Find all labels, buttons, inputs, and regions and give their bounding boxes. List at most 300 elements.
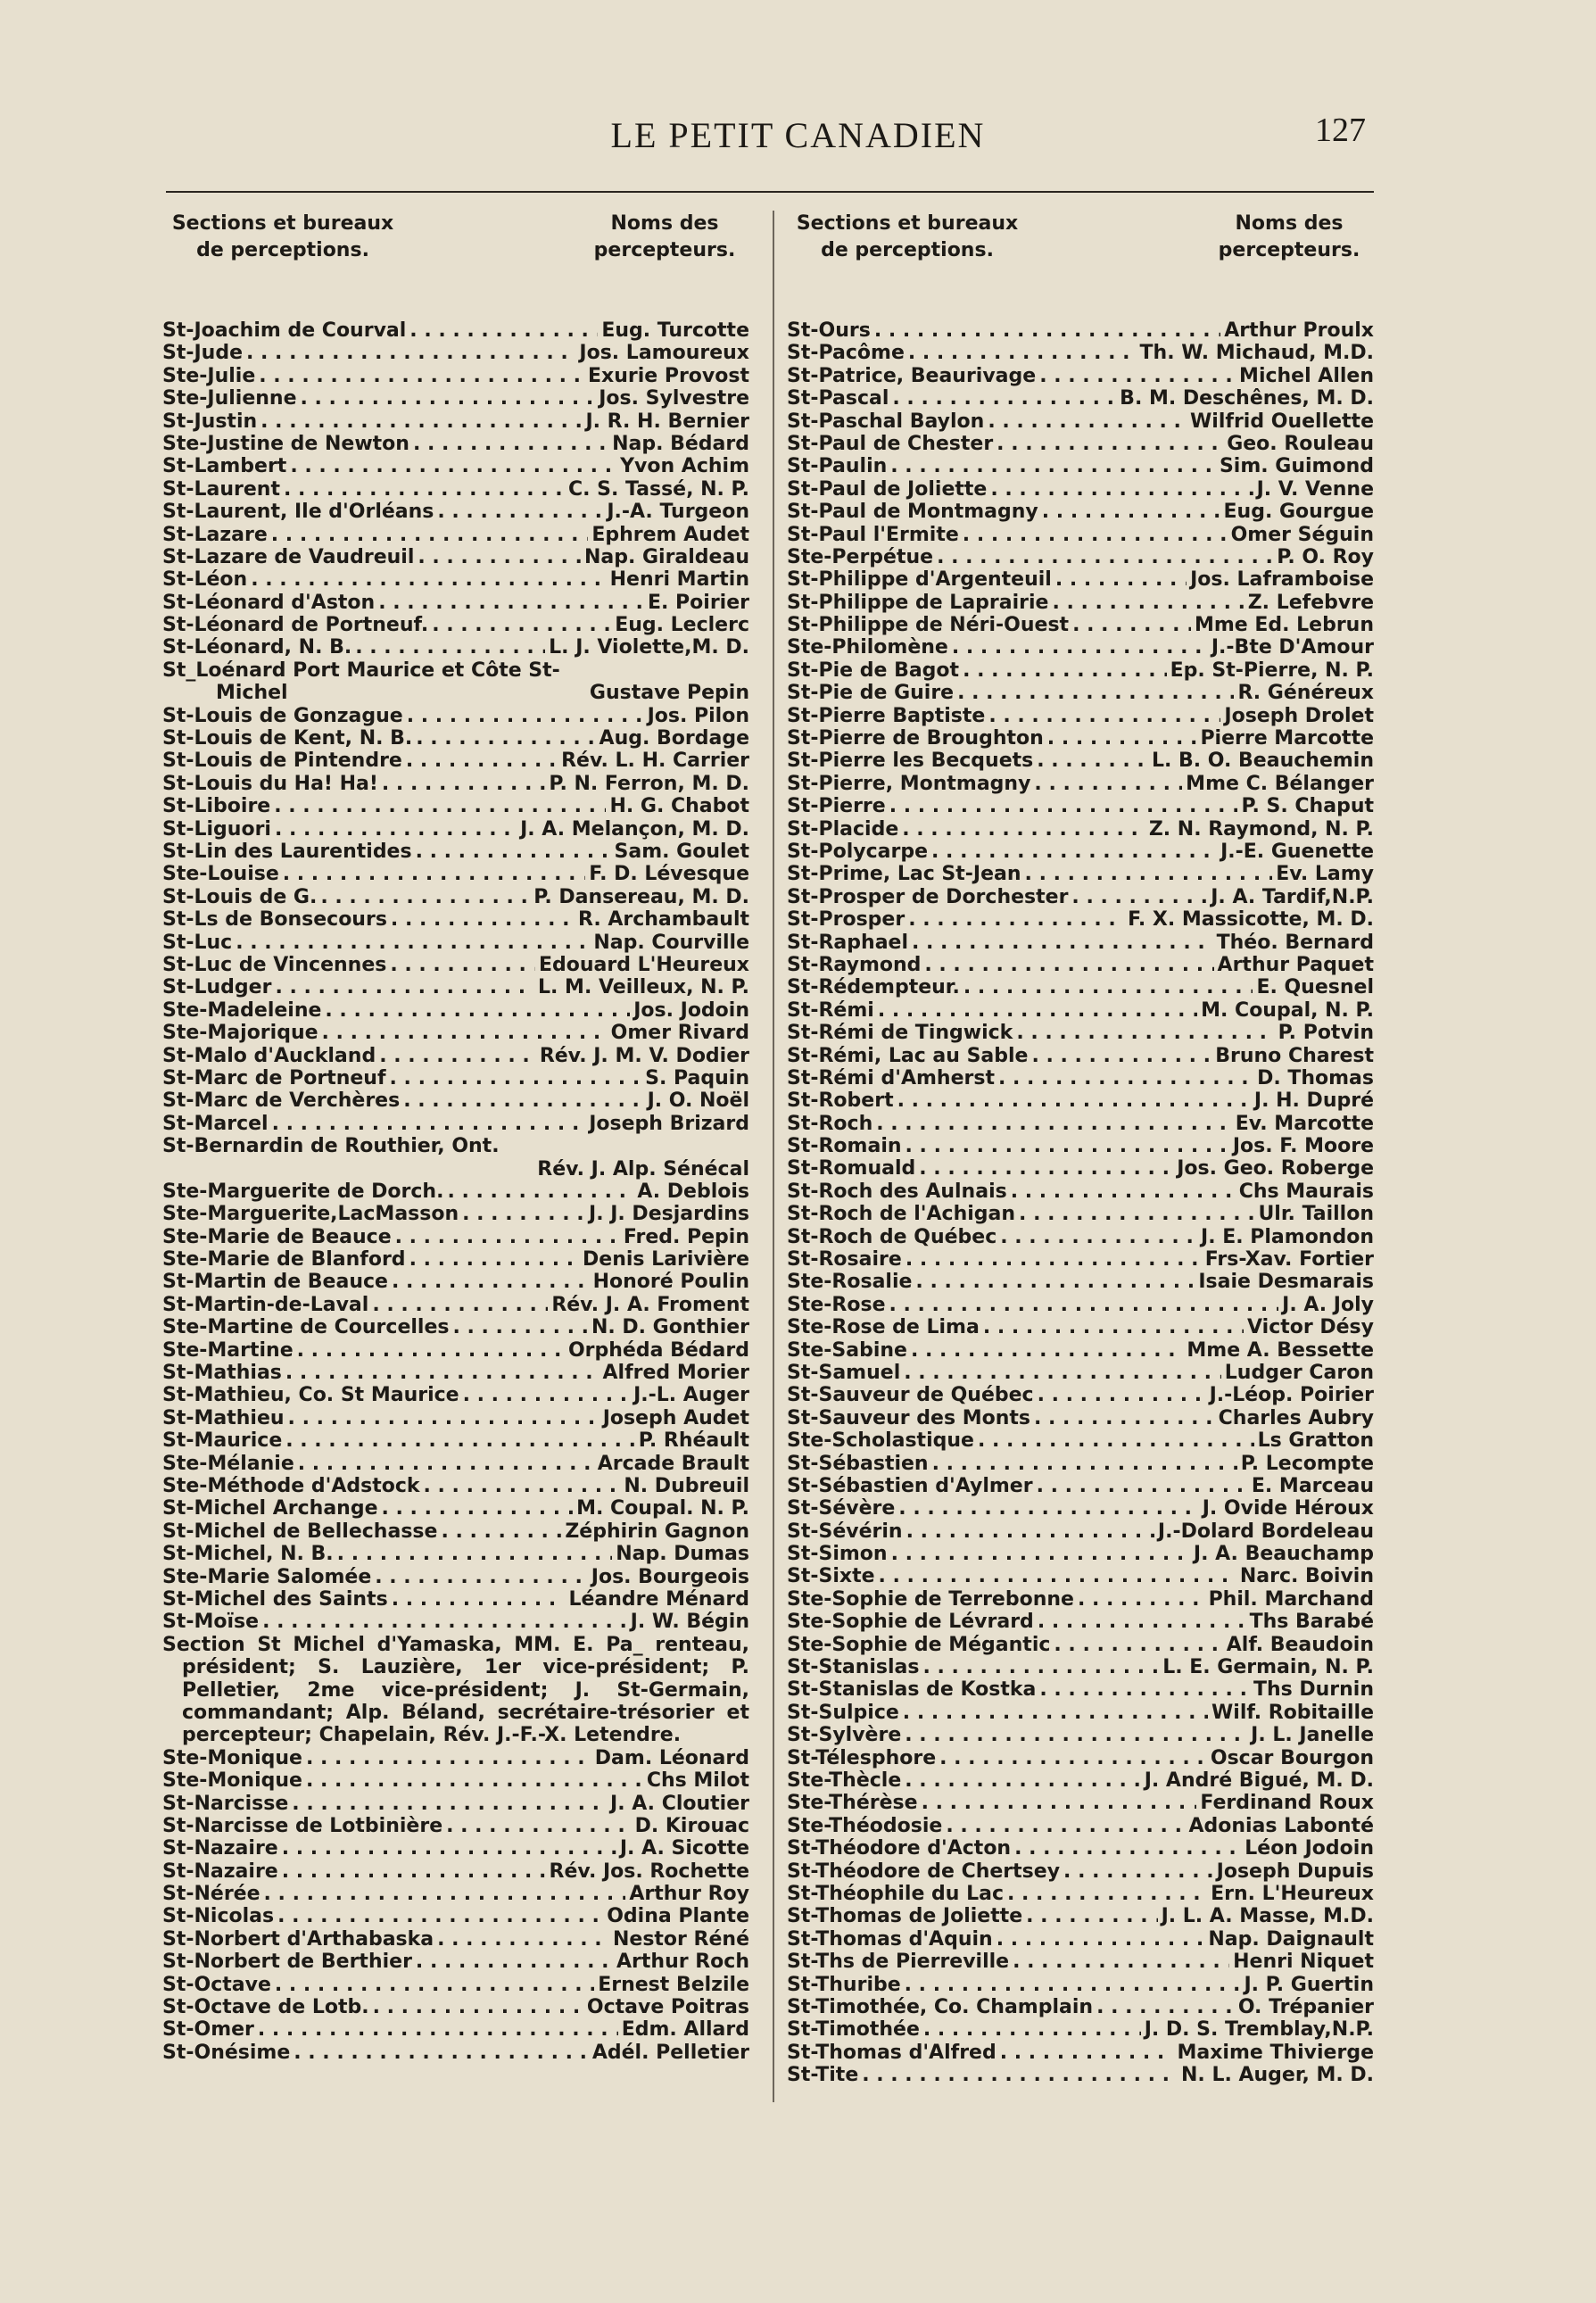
collector-name: Ths Durnin: [1253, 1678, 1374, 1702]
dot-leader: [908, 342, 1137, 364]
dot-leader: [946, 1815, 1185, 1837]
directory-entry: [787, 659, 1374, 682]
directory-entry: [162, 1974, 749, 1996]
section-place: St-Pierre: [787, 795, 886, 818]
dot-leader: [1072, 614, 1191, 636]
collector-name: J. O. Noël: [647, 1089, 749, 1113]
section-place: Ste-Majorique: [162, 1022, 318, 1045]
dot-leader: [298, 1453, 594, 1475]
directory-entry: [162, 863, 749, 885]
collector-name: O. Trépanier: [1237, 1995, 1374, 2018]
directory-entry: [787, 1113, 1374, 1135]
directory-entry: [787, 705, 1374, 727]
dot-leader: [274, 795, 606, 817]
directory-entry: [787, 1543, 1374, 1565]
column-divider: [773, 211, 774, 2102]
dot-leader: [957, 682, 1234, 704]
dot-leader: [452, 1316, 588, 1338]
dot-leader: [1037, 1475, 1248, 1497]
dot-leader: [1016, 1022, 1274, 1044]
dot-leader: [923, 2018, 1141, 2041]
collector-name: Jos. Lamoureux: [579, 342, 749, 365]
dot-leader: [1031, 1045, 1211, 1067]
section-place: Ste-Madeleine: [162, 998, 322, 1022]
section-place: St-Rémi: [787, 998, 874, 1022]
section-place: St-Nazaire: [162, 1837, 278, 1860]
dot-leader: [1034, 773, 1182, 795]
section-place: St-Octave de Lotb.: [162, 1996, 369, 2019]
dot-leader: [1042, 501, 1220, 523]
dot-leader: [1039, 1678, 1250, 1701]
dot-leader: [378, 592, 644, 614]
collector-name: H. G. Chabot: [609, 795, 749, 818]
section-place: St-Raymond: [787, 953, 922, 976]
dot-leader: [264, 1883, 626, 1905]
directory-entry: [162, 1837, 749, 1860]
dot-leader: [996, 1928, 1205, 1951]
dot-leader: [874, 319, 1220, 342]
dot-leader: [889, 1294, 1278, 1316]
dot-leader: [1055, 568, 1187, 591]
collector-name: N. L. Auger, M. D.: [1181, 2064, 1374, 2087]
dot-leader: [283, 863, 586, 885]
directory-entry: [787, 1724, 1374, 1746]
dot-leader: [892, 387, 1116, 410]
dot-leader: [409, 1248, 579, 1271]
collector-name: Ulr. Taillon: [1258, 1203, 1374, 1226]
collector-name: J. J. Desjardins: [589, 1203, 749, 1226]
collector-name: Exurie Provost: [587, 364, 749, 387]
section-place: St-Sébastien: [787, 1452, 929, 1475]
collector-name: J. André Bigué, M. D.: [1144, 1769, 1374, 1792]
dot-leader: [416, 841, 611, 863]
section-place: St-Luc de Vincennes: [162, 953, 387, 976]
dot-leader: [1071, 886, 1207, 908]
collector-name: Victor Désy: [1247, 1316, 1374, 1339]
collector-name: J. L. Janelle: [1251, 1724, 1374, 1747]
collector-name: Alfred Morier: [602, 1362, 749, 1385]
section-place: St-Philippe d'Argenteuil: [787, 568, 1052, 592]
collector-name: Octave Poitras: [586, 1996, 749, 2019]
collector-name: Frs-Xav. Fortier: [1204, 1248, 1374, 1272]
section-place: St-Patrice, Beaurivage: [787, 364, 1037, 387]
section-place: St-Norbert de Berthier: [162, 1951, 412, 1974]
collector-name: Maxime Thivierge: [1177, 2041, 1374, 2064]
section-place: St-Roch des Aulnais: [787, 1180, 1007, 1203]
heading-names: Noms des percepteurs.: [1218, 212, 1360, 261]
directory-entry: [162, 1362, 749, 1384]
dot-leader: [1011, 1180, 1236, 1203]
collector-name: Henri Martin: [609, 568, 749, 592]
collector-name: Wilfrid Ouellette: [1190, 410, 1374, 433]
dot-leader: [355, 636, 545, 659]
section-place: Ste-Perpétue: [787, 545, 934, 568]
dot-leader: [952, 636, 1208, 659]
dot-leader: [1038, 1611, 1246, 1633]
directory-entry: [162, 387, 749, 410]
dot-leader: [372, 1294, 548, 1316]
collector-name: P. S. Chaput: [1241, 795, 1374, 818]
directory-entry: [162, 1089, 749, 1112]
section-place: Ste-Rose de Lima: [787, 1316, 980, 1339]
dot-leader: [1000, 2042, 1174, 2064]
directory-entry: [162, 1271, 749, 1293]
section-place: St-Sauveur de Québec: [787, 1384, 1034, 1407]
directory-entry: [162, 433, 749, 455]
header-rule: [166, 191, 1374, 193]
section-place: St-Liguori: [162, 817, 271, 841]
section-place: St-Narcisse: [162, 1792, 289, 1815]
dot-leader: [988, 410, 1187, 433]
directory-entry: [787, 1226, 1374, 1248]
directory-entry: [162, 478, 749, 501]
section-place: St-Nérée: [162, 1883, 260, 1906]
section-place: St-Paschal Baylon: [787, 410, 985, 433]
directory-entry: [162, 1475, 749, 1497]
dot-leader: [963, 524, 1228, 546]
section-place: Ste-Marie Salomée: [162, 1565, 372, 1588]
dot-leader: [437, 501, 603, 523]
dot-leader: [413, 433, 608, 455]
directory-entry: [787, 976, 1374, 998]
directory-entry: [162, 592, 749, 614]
directory-entry: [162, 568, 749, 591]
directory-entry: [787, 365, 1374, 387]
directory-entry: [787, 1407, 1374, 1429]
collector-name: Joseph Dupuis: [1216, 1860, 1374, 1883]
dot-leader: [437, 1928, 609, 1951]
dot-leader: [251, 568, 606, 591]
section-place: St-Rémi, Lac au Sable: [787, 1044, 1029, 1067]
section-place: St-Pie de Guire: [787, 682, 955, 705]
section-place: Ste-Sophie de Mégantic: [787, 1633, 1051, 1656]
dot-leader: [908, 908, 1124, 931]
collector-name: P. Potvin: [1278, 1022, 1374, 1045]
collector-name: Jos. Jodoin: [633, 998, 749, 1022]
directory-entry: [787, 886, 1374, 908]
directory-entry: [162, 2018, 749, 2041]
directory-entry: [787, 1497, 1374, 1520]
directory-entry: [787, 1294, 1374, 1316]
dot-leader: [891, 1543, 1190, 1565]
collector-name: Mme C. Bélanger: [1186, 772, 1374, 795]
section-place: St-Théophile du Lac: [787, 1882, 1005, 1905]
collector-name: Nap. Giraldeau: [583, 545, 749, 568]
collector-name: Léon Jodoin: [1245, 1837, 1374, 1860]
collector-name: D. Kirouac: [634, 1814, 749, 1837]
collector-name: Nestor Réné: [612, 1927, 749, 1951]
collector-name: Arthur Proulx: [1224, 319, 1374, 342]
directory-entry: [162, 546, 749, 568]
directory-entry: [162, 1339, 749, 1362]
collector-name: Rév. L. H. Carrier: [561, 750, 749, 773]
section-place: St-Louis de Pintendre: [162, 750, 402, 773]
dot-leader: [284, 478, 565, 501]
dot-leader: [1014, 1837, 1241, 1860]
directory-entry: [787, 1248, 1374, 1271]
directory-entry: [162, 524, 749, 546]
section-place: St-Théodore d'Acton: [787, 1837, 1012, 1860]
dot-leader: [911, 1339, 1183, 1362]
collector-name: Mme A. Bessette: [1187, 1338, 1374, 1362]
collector-name: D. Thomas: [1257, 1066, 1374, 1089]
collector-name: Ls Gratton: [1257, 1429, 1374, 1453]
directory-entry: [787, 1678, 1374, 1701]
dot-leader: [275, 976, 534, 998]
collector-name: R. Généreux: [1237, 682, 1374, 705]
section-place: St-Léonard d'Aston: [162, 591, 376, 614]
directory-entry: [787, 546, 1374, 568]
section-place: St-Lazare de Vaudreuil: [162, 545, 415, 568]
collector-name: Rév. Jos. Rochette: [549, 1860, 749, 1883]
section-place: Ste-Martine de Courcelles: [162, 1316, 450, 1339]
section-place: St-Sévère: [787, 1497, 896, 1520]
directory-entry: [162, 727, 749, 750]
section-place: St-Timothée: [787, 2018, 920, 2042]
dot-leader: [285, 1362, 600, 1384]
section-place: St-Samuel: [787, 1361, 901, 1384]
section-place: Ste-Sophie de Terrebonne: [787, 1587, 1074, 1611]
dot-leader: [932, 1453, 1237, 1475]
dot-leader: [382, 773, 545, 795]
dot-leader: [1052, 592, 1244, 614]
section-place: St-Stanislas de Kostka: [787, 1678, 1037, 1702]
collector-name: R. Archambault: [577, 908, 749, 932]
directory-entry: [162, 1453, 749, 1475]
directory-entry: [162, 1951, 749, 1973]
directory-entry: [162, 1022, 749, 1044]
collector-name: J. V. Venne: [1256, 477, 1374, 501]
section-place: St-Thomas de Joliette: [787, 1905, 1023, 1928]
directory-entry: [787, 795, 1374, 817]
directory-entry: [787, 1316, 1374, 1338]
collector-name: Joseph Audet: [602, 1406, 749, 1429]
dot-leader: [878, 999, 1197, 1022]
dot-leader: [379, 1045, 536, 1067]
collector-name: J.-E. Guenette: [1220, 840, 1374, 863]
directory-entry: [787, 1339, 1374, 1362]
collector-name: Arthur Roch: [616, 1951, 749, 1974]
directory-entry: [162, 1815, 749, 1837]
section-place: St-Thuribe: [787, 1973, 901, 1996]
directory-entry: [162, 841, 749, 863]
dot-leader: [282, 1837, 616, 1860]
collector-name: Wilf. Robitaille: [1211, 1701, 1374, 1724]
left-column-heading: [162, 211, 749, 293]
directory-entry: [162, 455, 749, 477]
dot-leader: [1019, 1203, 1254, 1225]
left-column: [162, 211, 749, 2064]
collector-name: L. B. O. Beauchemin: [1151, 750, 1374, 773]
directory-entry: [162, 1203, 749, 1225]
dot-leader: [446, 1815, 631, 1837]
dot-leader: [272, 1113, 586, 1135]
dot-leader: [996, 433, 1223, 455]
section-place: Ste-Martine: [162, 1338, 294, 1362]
section-place: St-Léonard de Portneuf.: [162, 614, 429, 637]
dot-leader: [416, 1951, 613, 1973]
directory-entry: [787, 524, 1374, 546]
collector-name: Arcade Brault: [597, 1452, 749, 1475]
directory-entry: [162, 1793, 749, 1815]
directory-entry: [787, 1588, 1374, 1611]
collector-name: Ep. St-Pierre, N. P.: [1170, 659, 1374, 682]
directory-entry: [787, 2018, 1374, 2041]
dot-leader: [905, 1974, 1241, 1996]
directory-entry: [162, 1520, 749, 1543]
directory-entry: [162, 1543, 749, 1565]
section-place: St-Michel de Bellechasse: [162, 1520, 438, 1543]
directory-entry: [162, 636, 749, 659]
section-place: Ste-Sophie de Lévrard: [787, 1611, 1034, 1634]
directory-entry: [787, 1520, 1374, 1543]
dot-leader: [1037, 750, 1148, 772]
dot-leader: [963, 659, 1167, 682]
section-place: St-Louis de Gonzague: [162, 704, 403, 727]
directory-entry: [787, 750, 1374, 772]
section-place: Ste-Louise: [162, 863, 279, 886]
collector-name: Oscar Bourgon: [1210, 1746, 1374, 1769]
dot-leader: [259, 365, 584, 387]
collector-name: J. A. Tardif,N.P.: [1211, 885, 1374, 908]
section-place: St-Rémi d'Amherst: [787, 1066, 995, 1089]
directory-entry: [162, 795, 749, 817]
section-place: St-Ths de Pierreville: [787, 1951, 1010, 1974]
section-place: St-Mathieu, Co. St Maurice: [162, 1384, 459, 1407]
heading-sections: Sections et bureaux de perceptions.: [796, 212, 1019, 261]
directory-entry: [787, 433, 1374, 455]
section-place: St-Michel Archange: [162, 1497, 378, 1520]
section-place: St-Prime, Lac St-Jean: [787, 863, 1021, 886]
section-place: St-Léon: [162, 568, 248, 592]
directory-entry: [162, 1294, 749, 1316]
dot-leader: [325, 999, 630, 1022]
directory-entry: [787, 682, 1374, 704]
directory-entry: [787, 1815, 1374, 1837]
dot-leader: [1007, 1883, 1207, 1905]
section-place: St-Philippe de Laprairie: [787, 591, 1049, 614]
dot-leader: [306, 1769, 643, 1792]
section-place: St-Philippe de Néri-Ouest: [787, 614, 1070, 637]
section-place: St-Omer: [162, 2018, 254, 2042]
dot-leader: [998, 1067, 1253, 1089]
section-place: St-Simon: [787, 1543, 888, 1566]
section-place: St-Prosper: [787, 908, 906, 932]
section-place: St-Nazaire: [162, 1860, 278, 1883]
directory-entry: [162, 1611, 749, 1633]
section-place: St-Roch de Québec: [787, 1225, 997, 1248]
dot-leader: [1063, 1860, 1213, 1883]
dot-leader: [373, 1996, 583, 2018]
section-place: St-Sixte: [787, 1565, 875, 1588]
dot-leader: [906, 1248, 1202, 1271]
paragraph-text: Section St Michel d'Yamaska, MM. E. Pa_ renteau, président; S. Lauzière, 1er vice-président; P. Pelletier, 2me vice-président; J. St-Germain, commandant; Alp. Béland, secrétaire-trésorier et percepteur; Chapelain, Rév. J.-F.-X. Letendre.: [162, 1633, 749, 1747]
directory-entry: [787, 999, 1374, 1022]
section-place: St_Loénard Port Maurice et Côte St-: [162, 659, 560, 682]
section-place: St-Théodore de Chertsey: [787, 1860, 1061, 1883]
directory-entry: [787, 501, 1374, 523]
directory-entry: [162, 1316, 749, 1338]
section-place: St-Rosaire: [787, 1248, 902, 1272]
directory-entry: [787, 1634, 1374, 1656]
dot-leader: [392, 1271, 590, 1293]
directory-entry: [162, 1497, 749, 1520]
section-place: St-Ludger: [162, 976, 272, 999]
directory-entry: [787, 455, 1374, 477]
directory-entry: [162, 2042, 749, 2064]
collector-name: Adonias Labonté: [1188, 1814, 1374, 1837]
dot-leader: [1047, 727, 1197, 750]
directory-entry: [787, 1928, 1374, 1951]
heading-names: Noms des percepteurs.: [593, 212, 736, 261]
directory-entry: [162, 773, 749, 795]
collector-name: J. A. Joly: [1282, 1293, 1374, 1316]
collector-name: Sam. Goulet: [614, 841, 749, 864]
directory-entry: [162, 750, 749, 772]
directory-entry: [787, 1022, 1374, 1044]
collector-name: J. H. Dupré: [1253, 1089, 1374, 1113]
directory-entry: [162, 410, 749, 433]
collector-name: Edm. Allard: [621, 2018, 749, 2042]
dot-leader: [260, 410, 582, 433]
collector-name: Ev. Marcotte: [1235, 1112, 1374, 1135]
directory-entry: [162, 501, 749, 523]
directory-entry: [787, 1837, 1374, 1860]
section-place: St-Pierre de Broughton: [787, 727, 1044, 750]
directory-entry: [787, 410, 1374, 433]
section-place: St-Maurice: [162, 1429, 283, 1453]
section-place: St-Lin des Laurentides: [162, 841, 412, 864]
directory-entry: [162, 1135, 749, 1180]
dot-leader: [375, 1566, 588, 1588]
directory-entry: [787, 1951, 1374, 1973]
directory-entry: [162, 342, 749, 364]
collector-name: M. Coupal. N. P.: [576, 1497, 749, 1520]
collector-name: Honoré Poulin: [592, 1271, 749, 1294]
dot-leader: [922, 1792, 1197, 1814]
section-place: St-Sauveur des Monts: [787, 1406, 1030, 1429]
dot-leader: [1096, 1996, 1235, 2018]
section-place: St-Martin-de-Laval: [162, 1293, 369, 1316]
section-place-continued: Michel: [216, 682, 288, 705]
section-place: St-Pie de Bagot: [787, 659, 960, 682]
section-place: St-Tite: [787, 2064, 859, 2087]
section-place: Ste-Sabine: [787, 1338, 907, 1362]
dot-leader: [906, 1520, 1154, 1543]
collector-name: J.-Léop. Poirier: [1209, 1384, 1374, 1407]
collector-name: P. Dansereau, M. D.: [533, 885, 749, 908]
section-place: Ste-Méthode d'Adstock: [162, 1474, 420, 1497]
collector-name: A. Deblois: [637, 1180, 749, 1203]
section-place: St-Michel des Saints: [162, 1587, 388, 1611]
directory-entry: [787, 1883, 1374, 1905]
section-place: St-Louis de Kent, N. B.: [162, 727, 413, 750]
directory-entry: [787, 568, 1374, 591]
collector-name: Geo. Rouleau: [1227, 432, 1374, 455]
directory-entry: [162, 319, 749, 342]
section-place: Ste-Marie de Beauce: [162, 1225, 392, 1248]
section-place: St-Stanislas: [787, 1656, 920, 1679]
collector-name: Gustave Pepin: [589, 682, 749, 705]
section-place: St-Octave: [162, 1973, 271, 1996]
collector-name: Dam. Léonard: [594, 1746, 749, 1769]
section-place: St-Pierre, Montmagny: [787, 772, 1031, 795]
collector-name: Rév. J. M. V. Dodier: [539, 1044, 749, 1067]
directory-entry: [162, 908, 749, 931]
collector-name: Léandre Ménard: [568, 1587, 749, 1611]
dot-leader: [275, 818, 517, 841]
heading-sections: Sections et bureaux de perceptions.: [171, 212, 394, 261]
